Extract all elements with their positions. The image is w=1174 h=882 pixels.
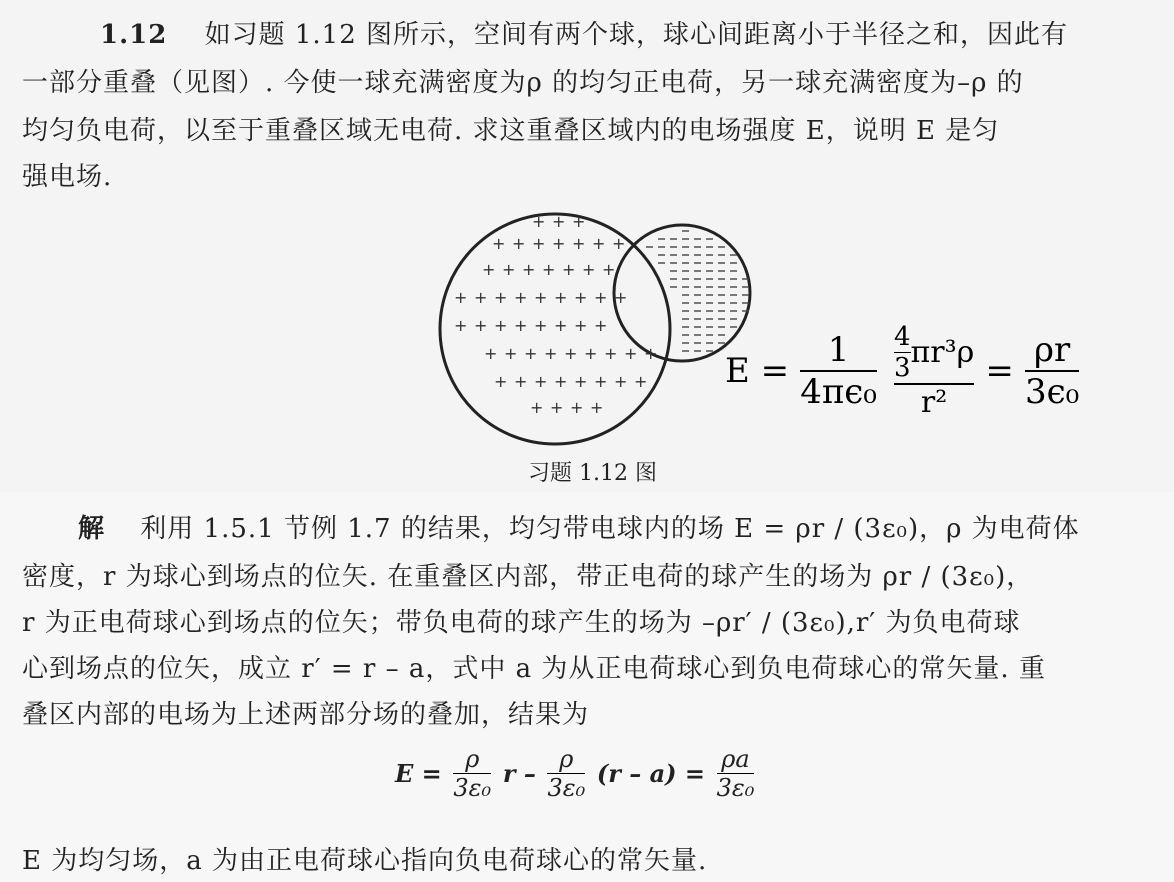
result-frac-2	[547, 745, 585, 802]
plus-charge-mark: +	[564, 344, 578, 363]
solution-label: 解	[78, 514, 106, 544]
solution-text-1: 利用 1.5.1 节例 1.7 的结果，均匀带电球内的场 E = ρr / (3ε₀)，ρ 为电荷体	[140, 514, 1080, 544]
result-frac-2-num: ρ	[559, 745, 574, 773]
plus-charge-mark: +	[574, 288, 588, 307]
overlay-eq-equals: =	[985, 351, 1014, 391]
plus-charge-mark: +	[474, 288, 488, 307]
plus-charge-mark: +	[544, 344, 558, 363]
solution-line-1	[78, 508, 1080, 545]
problem-line-2: 一部分重叠（见图）. 今使一球充满密度为ρ 的均匀正电荷，另一球充满密度为–ρ 的	[22, 68, 1024, 98]
problem-text-1: 如习题 1.12 图所示，空间有两个球，球心间距离小于半径之和，因此有	[204, 20, 1069, 50]
overlay-frac-3-den: 3ϵ₀	[1024, 372, 1080, 412]
plus-charge-mark: +	[562, 260, 576, 279]
plus-charge-mark: +	[522, 260, 536, 279]
plus-charge-mark: +	[454, 288, 468, 307]
overlay-frac-3	[1025, 330, 1079, 412]
solution-line-5: 叠区内部的电场为上述两部分场的叠加，结果为	[22, 700, 590, 730]
plus-charge-mark: +	[494, 288, 508, 307]
plus-charge-mark: +	[514, 372, 528, 391]
plus-charge-mark: +	[534, 288, 548, 307]
solution-line-4: 心到场点的位矢，成立 r′ = r – a，式中 a 为从正电荷球心到负电荷球心的常矢量. 重	[22, 654, 1046, 684]
plus-charge-mark: +	[624, 344, 638, 363]
plus-charge-mark: +	[592, 234, 606, 253]
plus-charge-mark: +	[554, 288, 568, 307]
plus-charge-mark: +	[594, 372, 608, 391]
problem-line-1	[100, 14, 1068, 51]
overlay-frac-1-num: 1	[827, 330, 850, 370]
plus-charge-mark: +	[590, 398, 604, 417]
overlay-frac-2-den: r²	[920, 385, 948, 420]
plus-charge-mark: +	[524, 344, 538, 363]
plus-charge-mark: +	[582, 260, 596, 279]
result-eq-lhs: E =	[395, 759, 442, 788]
plus-charge-mark: +	[594, 288, 608, 307]
overlay-frac-2	[894, 322, 974, 420]
solution-line-3: r 为正电荷球心到场点的位矢；带负电荷的球产生的场为 –ρr′ / (3ε₀),r′ 为负电荷球	[22, 608, 1021, 638]
result-eq-mid-1: r –	[502, 759, 536, 788]
plus-charge-mark: +	[484, 344, 498, 363]
plus-charge-mark: +	[570, 398, 584, 417]
plus-charge-mark: +	[494, 316, 508, 335]
problem-line-3: 均匀负电荷，以至于重叠区域无电荷. 求这重叠区域内的电场强度 E，说明 E 是匀	[22, 116, 1000, 146]
plus-charge-mark: +	[572, 212, 586, 231]
plus-charge-mark: +	[602, 260, 616, 279]
overlay-frac-1	[800, 330, 877, 412]
plus-charge-mark: +	[574, 316, 588, 335]
overlay-eq-lhs: E =	[725, 351, 790, 391]
plus-charge-mark: +	[584, 344, 598, 363]
result-frac-3-den: 3ε₀	[716, 774, 755, 802]
plus-charge-mark: +	[534, 372, 548, 391]
plus-charge-mark: +	[552, 212, 566, 231]
solution-line-2: 密度，r 为球心到场点的位矢. 在重叠区内部，带正电荷的球产生的场为 ρr / (3ε₀)，	[22, 562, 1034, 592]
plus-charge-mark: +	[474, 316, 488, 335]
plus-charge-mark: +	[550, 398, 564, 417]
overlay-frac-2-num-bot: 3	[893, 353, 911, 383]
plus-charges	[454, 212, 657, 417]
plus-charge-mark: +	[604, 344, 618, 363]
plus-charge-mark: +	[532, 212, 546, 231]
result-frac-3-num: ρa	[721, 745, 750, 773]
plus-charge-mark: +	[644, 344, 658, 363]
overlapping-spheres-figure	[432, 205, 762, 455]
plus-charge-mark: +	[612, 234, 626, 253]
plus-charge-mark: +	[554, 372, 568, 391]
plus-charge-mark: +	[634, 372, 648, 391]
result-frac-2-den: 3ε₀	[547, 774, 586, 802]
plus-charge-mark: +	[614, 288, 628, 307]
plus-charge-mark: +	[614, 372, 628, 391]
overlay-frac-1-den: 4πϵ₀	[800, 372, 877, 412]
plus-charge-mark: +	[552, 234, 566, 253]
figure-caption: 习题 1.12 图	[528, 461, 657, 486]
solution-conclusion: E 为均匀场，a 为由正电荷球心指向负电荷球心的常矢量.	[22, 846, 708, 876]
solution-region	[0, 492, 1174, 882]
plus-charge-mark: +	[502, 260, 516, 279]
plus-charge-mark: +	[542, 260, 556, 279]
result-frac-1-den: 3ε₀	[453, 774, 492, 802]
result-frac-3	[717, 745, 755, 802]
plus-charge-mark: +	[514, 316, 528, 335]
plus-charge-mark: +	[554, 316, 568, 335]
result-equation	[395, 745, 758, 802]
problem-number: 1.12	[100, 20, 168, 50]
plus-charge-mark: +	[532, 234, 546, 253]
plus-charge-mark: +	[504, 344, 518, 363]
plus-charge-mark: +	[574, 372, 588, 391]
overlay-frac-2-num-top: 4	[893, 322, 911, 352]
problem-line-4: 强电场.	[22, 162, 113, 192]
overlay-frac-3-num: ρr	[1033, 330, 1071, 370]
plus-charge-mark: +	[514, 288, 528, 307]
overlay-frac-2-num-rest: πr³ρ	[910, 335, 975, 370]
plus-charge-mark: +	[454, 316, 468, 335]
plus-charge-mark: +	[494, 372, 508, 391]
result-eq-mid-2: (r – a) =	[596, 759, 705, 788]
plus-charge-mark: +	[572, 234, 586, 253]
result-frac-1	[453, 745, 491, 802]
plus-charge-mark: +	[492, 234, 506, 253]
plus-charge-mark: +	[512, 234, 526, 253]
plus-charge-mark: +	[594, 316, 608, 335]
overlay-equation	[725, 322, 1079, 420]
plus-charge-mark: +	[530, 398, 544, 417]
plus-charge-mark: +	[482, 260, 496, 279]
result-frac-1-num: ρ	[465, 745, 480, 773]
plus-charge-mark: +	[534, 316, 548, 335]
